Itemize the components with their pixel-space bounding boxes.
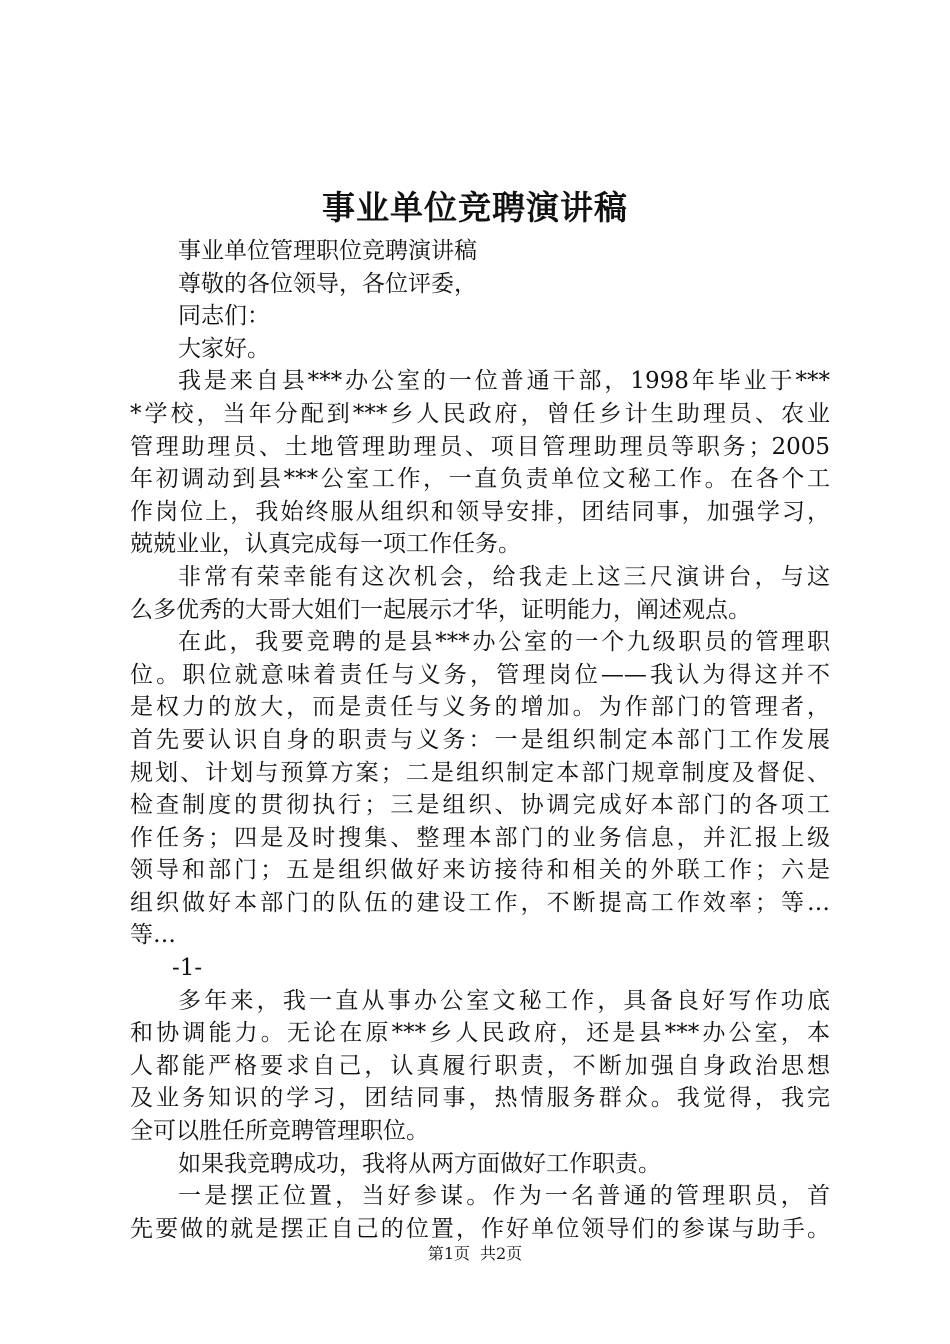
text-line: 检查制度的贯彻执行；三是组织、协调完成好本部门的各项工 [130,792,830,819]
text-line: 事业单位管理职位竞聘演讲稿 [178,238,477,264]
text-line: 我是来自县***办公室的一位普通干部，1998年毕业于*** [178,368,830,395]
text-line: 全可以胜任所竞聘管理职位。 [130,1118,429,1145]
text-line: 领导和部门；五是组织做好来访接待和相关的外联工作；六是 [130,857,830,884]
text-line: 一是摆正位置，当好参谋。作为一名普通的管理职员，首 [178,1183,830,1210]
page-number: 第1页 [427,1244,470,1263]
text-line: 同志们： [178,303,270,330]
text-line: 规划、计划与预算方案；二是组织制定本部门规章制度及督促、 [130,759,830,786]
text-line: 先要做的就是摆正自己的位置，作好单位领导们的参谋与助手。 [130,1215,830,1242]
text-line: 位。职位就意味着责任与义务，管理岗位——我认为得这并不 [130,661,830,688]
page-total: 共2页 [480,1244,523,1263]
text-line: 作任务；四是及时搜集、整理本部门的业务信息，并汇报上级 [130,824,830,851]
text-line: 作岗位上，我始终服从组织和领导安排，团结同事，加强学习， [130,498,830,525]
text-line: 在此，我要竞聘的是县***办公室的一个九级职员的管理职 [178,629,830,656]
text-line: 人都能严格要求自己，认真履行职责，不断加强自身政治思想 [130,1052,830,1079]
page-footer [0,1243,950,1265]
text-line: 是权力的放大，而是责任与义务的增加。为作部门的管理者， [130,694,830,721]
text-line: *学校，当年分配到***乡人民政府，曾任乡计生助理员、农业 [130,400,830,427]
text-line: 如果我竞聘成功，我将从两方面做好工作职责。 [178,1150,661,1177]
text-line: 么多优秀的大哥大姐们一起展示才华，证明能力，阐述观点。 [130,596,751,623]
text-line: 尊敬的各位领导，各位评委， [178,270,477,297]
text-line: 首先要认识自身的职责与义务：一是组织制定本部门工作发展 [130,726,830,753]
document-title: 事业单位竞聘演讲稿 [322,188,628,227]
document-body [130,235,830,1245]
text-line: 兢兢业业，认真完成每一项工作任务。 [130,531,521,558]
text-line: 非常有荣幸能有这次机会，给我走上这三尺演讲台，与这 [178,563,830,590]
text-line: 多年来，我一直从事办公室文秘工作，具备良好写作功底 [178,987,830,1014]
text-line: 和协调能力。无论在原***乡人民政府，还是县***办公室，本 [130,1020,830,1047]
text-line: 大家好。 [178,335,270,362]
text-line: 及业务知识的学习，团结同事，热情服务群众。我觉得，我完 [130,1085,830,1112]
text-line: 年初调动到县***公室工作，一直负责单位文秘工作。在各个工 [130,466,830,493]
text-line: 管理助理员、土地管理助理员、项目管理助理员等职务；2005 [130,433,830,460]
text-line: 等… [130,922,176,949]
inline-page-marker: -1- [172,955,203,982]
text-line: 组织做好本部门的队伍的建设工作，不断提高工作效率；等… [130,889,830,916]
